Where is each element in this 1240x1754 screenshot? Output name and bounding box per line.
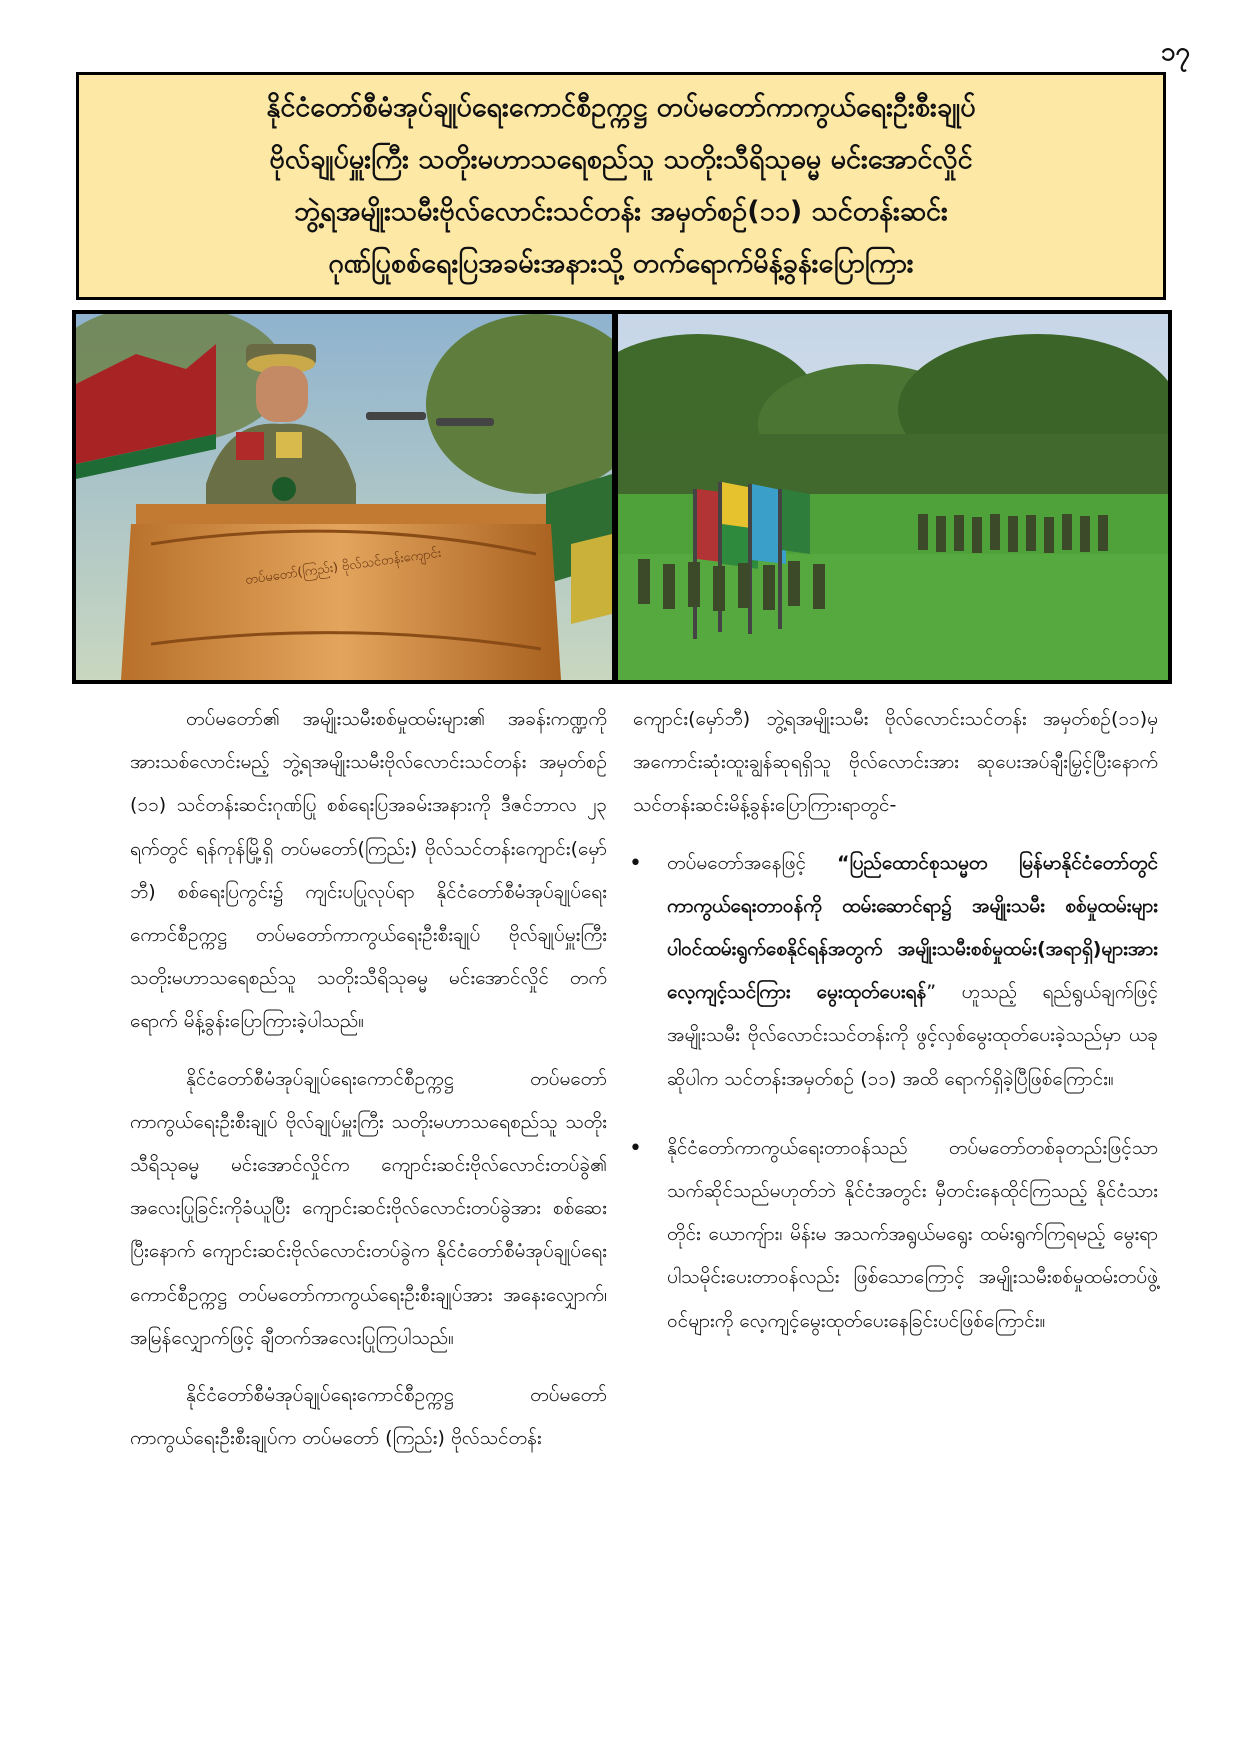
bullet-dot-icon: •: [629, 850, 642, 876]
right-continuation-paragraph: ကျောင်း(မှော်ဘီ) ဘွဲ့ရအမျိုးသမီး ဗိုလ်လောင်းသင်တန်း အမှတ်စဉ်(၁၁)မှ အကောင်းဆုံးထူးချွန်ဆုရရှိသူ ဗိုလ်လောင်းအား ဆုပေးအပ်ချီးမြှင့်ပြီးနောက် သင်တန်းဆင်းမိန့်ခွန်းပြောကြားရာတွင်-: [633, 708, 1158, 817]
bullet-1-quote: “ပြည်ထောင်စုသမ္မတ မြန်မာနိုင်ငံတော်တွင် ကာကွယ်ရေးတာဝန်ကို ထမ်းဆောင်ရာ၌ အမျိုးသမီး စစ်မှုထမ်းများ ပါဝင်ထမ်းရွက်စေနိုင်ရန်အတွက် အမျိုးသမီးစစ်မှုထမ်း(အရာရှိ)များအား လေ့ကျင့်သင်ကြား မွေးထုတ်ပေးရန်: [667, 851, 1158, 1004]
bullet-1-tail: ” ဟူသည့် ရည်ရွယ်ချက်ဖြင့် အမျိုးသမီး ဗိုလ်လောင်းသင်တန်းကို ဖွင့်လှစ်မွေးထုတ်ပေးခဲ့သည်မှာ ယခုဆိုပါက သင်တန်းအမှတ်စဉ် (၁၁) အထိ ရောက်ရှိခဲ့ပြီဖြစ်ကြောင်း။: [667, 981, 1158, 1090]
bullet-1-lead: တပ်မတော်အနေဖြင့်: [667, 851, 837, 874]
photo-parade-ground: [614, 310, 1172, 684]
headline-line-4: ဂုဏ်ပြုစစ်ရေးပြအခမ်းအနားသို့ တက်ရောက်မိန့်ခွန်းပြောကြား: [328, 248, 914, 279]
left-paragraph-1: တပ်မတော်၏ အမျိုးသမီးစစ်မှုထမ်းများ၏ အခန်းကဏ္ဍကို အားသစ်လောင်းမည့် ဘွဲ့ရအမျိုးသမီးဗိုလ်လောင်းသင်တန်း အမှတ်စဉ် (၁၁) သင်တန်းဆင်းဂုဏ်ပြု စစ်ရေးပြအခမ်းအနားကို ဒီဇင်ဘာလ ၂၃ ရက်တွင် ရန်ကုန်မြို့ရှိ တပ်မတော်(ကြည်း) ဗိုလ်သင်တန်းကျောင်း(မှော်ဘီ) စစ်ရေးပြကွင်း၌ ကျင်းပပြုလုပ်ရာ နိုင်ငံတော်စီမံအုပ်ချုပ်ရေးကောင်စီဥက္ကဋ္ဌ တပ်မတော်ကာကွယ်ရေးဦးစီးချုပ် ဗိုလ်ချုပ်မှူးကြီး သတိုးမဟာသရေစည်သူ သတိုးသီရိသုဓမ္မ မင်းအောင်လှိုင် တက်ရောက် မိန့်ခွန်းပြောကြားခဲ့ပါသည်။: [130, 708, 607, 1033]
right-column: [629, 698, 1158, 1369]
left-paragraph-3: နိုင်ငံတော်စီမံအုပ်ချုပ်ရေးကောင်စီဥက္ကဋ္ဌ တပ်မတော်ကာကွယ်ရေးဦးစီးချုပ်က တပ်မတော် (ကြည်း) ဗိုလ်သင်တန်း: [130, 1384, 607, 1450]
parade-ground-image: [618, 314, 1168, 680]
headline-line-1: နိုင်ငံတော်စီမံအုပ်ချုပ်ရေးကောင်စီဥက္ကဋ္ဌ တပ်မတော်ကာကွယ်ရေးဦးစီးချုပ်: [266, 92, 976, 123]
page-number: ၁၇: [1160, 37, 1190, 67]
bullet-dot-icon: •: [629, 1135, 642, 1161]
bullet-2-text: နိုင်ငံတော်ကာကွယ်ရေးတာဝန်သည် တပ်မတော်တစ်ခုတည်းဖြင့်သာ သက်ဆိုင်သည်မဟုတ်ဘဲ နိုင်ငံအတွင်း မှီတင်းနေထိုင်ကြသည့် နိုင်ငံသားတိုင်း ယောကျ်ား၊ မိန်းမ အသက်အရွယ်မရွေး ထမ်းရွက်ကြရမည့် မွေးရာပါသမိုင်းပေးတာဝန်လည်း ဖြစ်သောကြောင့် အမျိုးသမီးစစ်မှုထမ်းတပ်ဖွဲ့ဝင်များကို လေ့ကျင့်မွေးထုတ်ပေးနေခြင်းပင်ဖြစ်ကြောင်း။: [667, 1136, 1158, 1332]
bullet-list: [629, 842, 1158, 1343]
left-column: [130, 698, 607, 1474]
bullet-item-2: [629, 1127, 1158, 1343]
photo-speaker-podium: [72, 310, 616, 684]
left-paragraph-2: နိုင်ငံတော်စီမံအုပ်ချုပ်ရေးကောင်စီဥက္ကဋ္ဌ တပ်မတော်ကာကွယ်ရေးဦးစီးချုပ် ဗိုလ်ချုပ်မှူးကြီး သတိုးမဟာသရေစည်သူ သတိုးသီရိသုဓမ္မ မင်းအောင်လှိုင်က ကျောင်းဆင်းဗိုလ်လောင်းတပ်ခွဲ၏ အလေးပြုခြင်းကိုခံယူပြီး ကျောင်းဆင်းဗိုလ်လောင်းတပ်ခွဲအား စစ်ဆေးပြီးနောက် ကျောင်းဆင်းဗိုလ်လောင်းတပ်ခွဲက နိုင်ငံတော်စီမံအုပ်ချုပ်ရေးကောင်စီဥက္ကဋ္ဌ တပ်မတော်ကာကွယ်ရေးဦးစီးချုပ်အား အနေးလျှောက်၊ အမြန်လျှောက်ဖြင့် ချီတက်အလေးပြုကြပါသည်။: [130, 1067, 607, 1349]
bullet-item-1: [629, 842, 1158, 1101]
podium-text: တပ်မတော်(ကြည်း) ဗိုလ်သင်တန်းကျောင်း: [244, 545, 443, 588]
headline-box: [76, 72, 1166, 300]
headline-line-2: ဗိုလ်ချုပ်မှူးကြီး သတိုးမဟာသရေစည်သူ သတိုးသီရိသုဓမ္မ မင်းအောင်လှိုင်: [269, 144, 973, 175]
headline-line-3: ဘွဲ့ရအမျိုးသမီးဗိုလ်လောင်းသင်တန်း အမှတ်စဉ်(၁၁) သင်တန်းဆင်း: [294, 196, 948, 227]
speaker-podium-image: [76, 314, 612, 680]
